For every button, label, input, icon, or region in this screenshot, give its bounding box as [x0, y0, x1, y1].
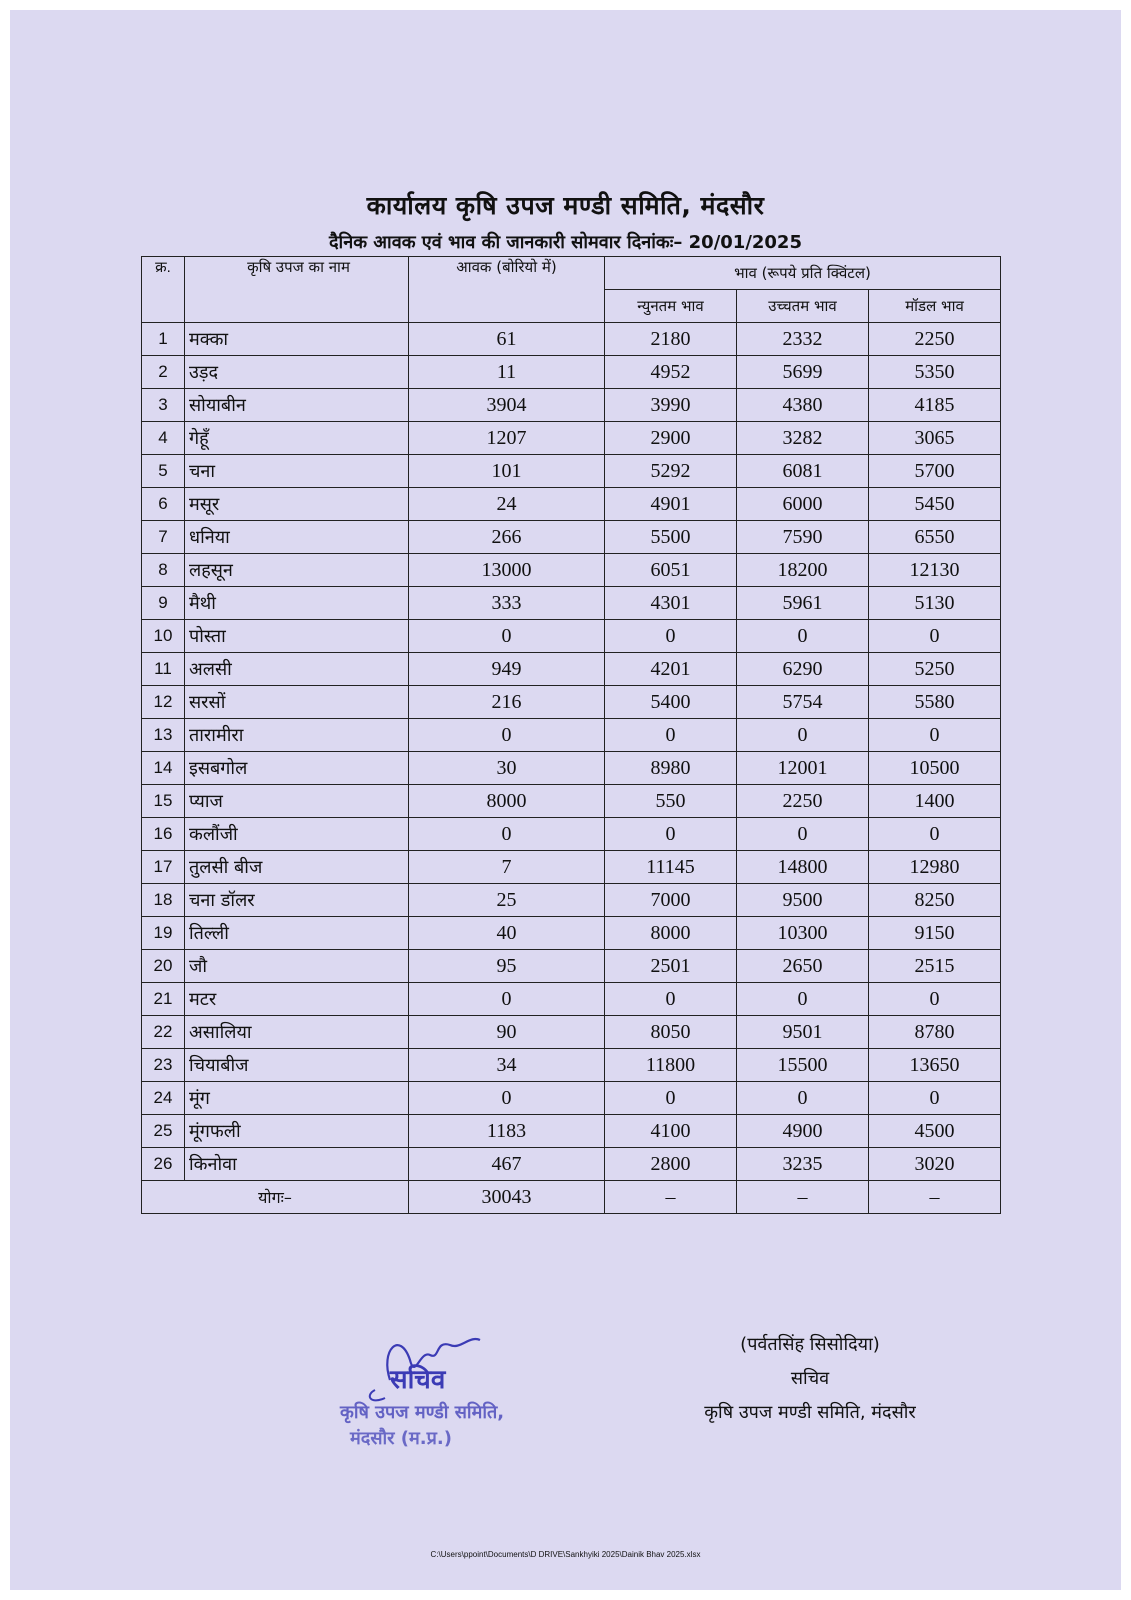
total-row [142, 1181, 1001, 1214]
row-max-price: 6081 [737, 455, 869, 488]
row-modal-price: 0 [869, 1082, 1001, 1115]
row-max-price: 4900 [737, 1115, 869, 1148]
header-modal-price: मॉडल भाव [869, 290, 1001, 323]
row-crop-name: मटर [185, 983, 409, 1016]
row-sn: 24 [142, 1082, 185, 1115]
row-crop-name: गेहूँ [185, 422, 409, 455]
total-modal: – [869, 1181, 1001, 1214]
row-crop-name: धनिया [185, 521, 409, 554]
row-sn: 9 [142, 587, 185, 620]
row-arrival: 25 [409, 884, 605, 917]
row-arrival: 0 [409, 1082, 605, 1115]
table-row [142, 1082, 1001, 1115]
official-stamp [320, 1310, 580, 1460]
table-body [142, 323, 1001, 1181]
table-row [142, 422, 1001, 455]
row-sn: 10 [142, 620, 185, 653]
row-arrival: 0 [409, 983, 605, 1016]
row-sn: 13 [142, 719, 185, 752]
table-row [142, 983, 1001, 1016]
header-name: कृषि उपज का नाम [185, 257, 409, 323]
file-path-footer: C:\Users\ppoint\Documents\D DRIVE\Sankhyiki 2025\Dainik Bhav 2025.xlsx [430, 1550, 701, 1559]
row-min-price: 2180 [605, 323, 737, 356]
row-min-price: 2800 [605, 1148, 737, 1181]
total-arrival: 30043 [409, 1181, 605, 1214]
mandi-rates-table [141, 256, 1001, 1214]
row-sn: 12 [142, 686, 185, 719]
row-max-price: 0 [737, 983, 869, 1016]
table-row [142, 1016, 1001, 1049]
signatory-name: (पर्वतसिंह सिसोदिया) [740, 1334, 880, 1355]
row-sn: 14 [142, 752, 185, 785]
row-max-price: 5699 [737, 356, 869, 389]
row-min-price: 5292 [605, 455, 737, 488]
row-modal-price: 3020 [869, 1148, 1001, 1181]
row-min-price: 2900 [605, 422, 737, 455]
table-row [142, 488, 1001, 521]
row-crop-name: मूंगफली [185, 1115, 409, 1148]
row-min-price: 11145 [605, 851, 737, 884]
row-arrival: 95 [409, 950, 605, 983]
total-min: – [605, 1181, 737, 1214]
row-crop-name: जौ [185, 950, 409, 983]
row-modal-price: 5350 [869, 356, 1001, 389]
row-modal-price: 13650 [869, 1049, 1001, 1082]
row-modal-price: 5130 [869, 587, 1001, 620]
row-arrival: 0 [409, 818, 605, 851]
row-max-price: 7590 [737, 521, 869, 554]
row-max-price: 3235 [737, 1148, 869, 1181]
table-row [142, 851, 1001, 884]
row-crop-name: प्याज [185, 785, 409, 818]
table-row [142, 323, 1001, 356]
row-crop-name: किनोवा [185, 1148, 409, 1181]
row-arrival: 40 [409, 917, 605, 950]
total-label: योगः– [142, 1181, 409, 1214]
row-min-price: 8000 [605, 917, 737, 950]
table-row [142, 752, 1001, 785]
row-sn: 23 [142, 1049, 185, 1082]
row-max-price: 9500 [737, 884, 869, 917]
header-price-group: भाव (रूपये प्रति क्विंटल) [605, 257, 1001, 290]
row-min-price: 0 [605, 719, 737, 752]
document-page [10, 10, 1121, 1590]
table-row [142, 950, 1001, 983]
row-arrival: 1183 [409, 1115, 605, 1148]
row-modal-price: 3065 [869, 422, 1001, 455]
table-row [142, 587, 1001, 620]
row-arrival: 101 [409, 455, 605, 488]
row-min-price: 5400 [605, 686, 737, 719]
row-min-price: 4201 [605, 653, 737, 686]
row-crop-name: तुलसी बीज [185, 851, 409, 884]
signature-scribble-icon [320, 1310, 580, 1460]
table-row [142, 554, 1001, 587]
page-subtitle: दैनिक आवक एवं भाव की जानकारी सोमवार दिनांकः– 20/01/2025 [329, 232, 802, 253]
row-max-price: 3282 [737, 422, 869, 455]
table-row [142, 521, 1001, 554]
row-crop-name: मक्का [185, 323, 409, 356]
row-arrival: 0 [409, 719, 605, 752]
row-crop-name: मूंग [185, 1082, 409, 1115]
row-modal-price: 5700 [869, 455, 1001, 488]
row-modal-price: 9150 [869, 917, 1001, 950]
header-sn: क्र. [142, 257, 185, 323]
row-max-price: 4380 [737, 389, 869, 422]
row-arrival: 13000 [409, 554, 605, 587]
row-modal-price: 5450 [869, 488, 1001, 521]
header-arrival: आवक (बोरियो में) [409, 257, 605, 323]
row-modal-price: 1400 [869, 785, 1001, 818]
row-modal-price: 0 [869, 983, 1001, 1016]
table-row [142, 917, 1001, 950]
row-sn: 5 [142, 455, 185, 488]
header-max-price: उच्चतम भाव [737, 290, 869, 323]
row-modal-price: 4185 [869, 389, 1001, 422]
row-sn: 4 [142, 422, 185, 455]
row-max-price: 5754 [737, 686, 869, 719]
row-max-price: 15500 [737, 1049, 869, 1082]
row-arrival: 0 [409, 620, 605, 653]
row-crop-name: चना [185, 455, 409, 488]
row-min-price: 0 [605, 620, 737, 653]
row-min-price: 4100 [605, 1115, 737, 1148]
table-row [142, 455, 1001, 488]
page-title: कार्यालय कृषि उपज मण्डी समिति, मंदसौर [366, 191, 765, 220]
row-sn: 6 [142, 488, 185, 521]
row-sn: 19 [142, 917, 185, 950]
row-arrival: 90 [409, 1016, 605, 1049]
stamp-line2: कृषि उपज मण्डी समिति, [340, 1402, 505, 1423]
row-crop-name: तिल्ली [185, 917, 409, 950]
row-sn: 2 [142, 356, 185, 389]
row-modal-price: 8250 [869, 884, 1001, 917]
row-min-price: 4301 [605, 587, 737, 620]
row-crop-name: तारामीरा [185, 719, 409, 752]
table-row [142, 620, 1001, 653]
signatory-designation: सचिव [790, 1368, 830, 1389]
row-max-price: 0 [737, 620, 869, 653]
table-row [142, 356, 1001, 389]
table-row [142, 1049, 1001, 1082]
row-arrival: 1207 [409, 422, 605, 455]
row-modal-price: 0 [869, 620, 1001, 653]
row-max-price: 2650 [737, 950, 869, 983]
row-modal-price: 12980 [869, 851, 1001, 884]
row-min-price: 0 [605, 983, 737, 1016]
row-max-price: 2332 [737, 323, 869, 356]
row-arrival: 8000 [409, 785, 605, 818]
row-modal-price: 12130 [869, 554, 1001, 587]
row-min-price: 0 [605, 818, 737, 851]
row-crop-name: अलसी [185, 653, 409, 686]
table-row [142, 1148, 1001, 1181]
row-sn: 15 [142, 785, 185, 818]
row-min-price: 8050 [605, 1016, 737, 1049]
row-crop-name: लहसून [185, 554, 409, 587]
row-sn: 11 [142, 653, 185, 686]
row-max-price: 6000 [737, 488, 869, 521]
row-max-price: 0 [737, 1082, 869, 1115]
table-row [142, 818, 1001, 851]
row-sn: 25 [142, 1115, 185, 1148]
row-min-price: 2501 [605, 950, 737, 983]
row-modal-price: 2250 [869, 323, 1001, 356]
row-max-price: 12001 [737, 752, 869, 785]
table-row [142, 389, 1001, 422]
header-min-price: न्युनतम भाव [605, 290, 737, 323]
row-arrival: 949 [409, 653, 605, 686]
row-arrival: 11 [409, 356, 605, 389]
row-crop-name: चना डॉलर [185, 884, 409, 917]
row-sn: 22 [142, 1016, 185, 1049]
row-max-price: 18200 [737, 554, 869, 587]
row-crop-name: मसूर [185, 488, 409, 521]
row-min-price: 7000 [605, 884, 737, 917]
total-max: – [737, 1181, 869, 1214]
row-modal-price: 0 [869, 719, 1001, 752]
row-arrival: 61 [409, 323, 605, 356]
row-max-price: 14800 [737, 851, 869, 884]
row-arrival: 30 [409, 752, 605, 785]
row-modal-price: 2515 [869, 950, 1001, 983]
row-crop-name: सरसों [185, 686, 409, 719]
row-arrival: 467 [409, 1148, 605, 1181]
row-min-price: 4952 [605, 356, 737, 389]
row-min-price: 5500 [605, 521, 737, 554]
row-crop-name: उड़द [185, 356, 409, 389]
row-crop-name: असालिया [185, 1016, 409, 1049]
table-row [142, 1115, 1001, 1148]
row-modal-price: 6550 [869, 521, 1001, 554]
row-sn: 7 [142, 521, 185, 554]
signatory-office: कृषि उपज मण्डी समिति, मंदसौर [704, 1402, 916, 1423]
row-min-price: 8980 [605, 752, 737, 785]
row-crop-name: सोयाबीन [185, 389, 409, 422]
row-crop-name: इसबगोल [185, 752, 409, 785]
row-modal-price: 5580 [869, 686, 1001, 719]
row-sn: 17 [142, 851, 185, 884]
table-row [142, 653, 1001, 686]
row-crop-name: पोस्ता [185, 620, 409, 653]
row-crop-name: मैथी [185, 587, 409, 620]
row-max-price: 5961 [737, 587, 869, 620]
row-min-price: 3990 [605, 389, 737, 422]
row-sn: 3 [142, 389, 185, 422]
row-arrival: 7 [409, 851, 605, 884]
row-max-price: 10300 [737, 917, 869, 950]
table-row [142, 719, 1001, 752]
row-min-price: 4901 [605, 488, 737, 521]
row-modal-price: 4500 [869, 1115, 1001, 1148]
row-max-price: 9501 [737, 1016, 869, 1049]
row-modal-price: 8780 [869, 1016, 1001, 1049]
row-max-price: 0 [737, 818, 869, 851]
table-row [142, 785, 1001, 818]
row-sn: 26 [142, 1148, 185, 1181]
row-min-price: 11800 [605, 1049, 737, 1082]
row-sn: 8 [142, 554, 185, 587]
row-modal-price: 0 [869, 818, 1001, 851]
row-sn: 20 [142, 950, 185, 983]
stamp-line3: मंदसौर (म.प्र.) [350, 1428, 452, 1449]
row-sn: 18 [142, 884, 185, 917]
row-crop-name: कलौंजी [185, 818, 409, 851]
stamp-line1: सचिव [390, 1365, 446, 1395]
row-arrival: 24 [409, 488, 605, 521]
table-row [142, 884, 1001, 917]
row-arrival: 216 [409, 686, 605, 719]
signatory-block [630, 1328, 990, 1430]
row-arrival: 34 [409, 1049, 605, 1082]
table-row [142, 686, 1001, 719]
row-sn: 1 [142, 323, 185, 356]
row-min-price: 550 [605, 785, 737, 818]
row-sn: 21 [142, 983, 185, 1016]
row-arrival: 333 [409, 587, 605, 620]
row-sn: 16 [142, 818, 185, 851]
row-modal-price: 10500 [869, 752, 1001, 785]
row-modal-price: 5250 [869, 653, 1001, 686]
row-min-price: 0 [605, 1082, 737, 1115]
row-max-price: 2250 [737, 785, 869, 818]
row-max-price: 6290 [737, 653, 869, 686]
row-arrival: 266 [409, 521, 605, 554]
row-arrival: 3904 [409, 389, 605, 422]
row-crop-name: चियाबीज [185, 1049, 409, 1082]
row-min-price: 6051 [605, 554, 737, 587]
row-max-price: 0 [737, 719, 869, 752]
